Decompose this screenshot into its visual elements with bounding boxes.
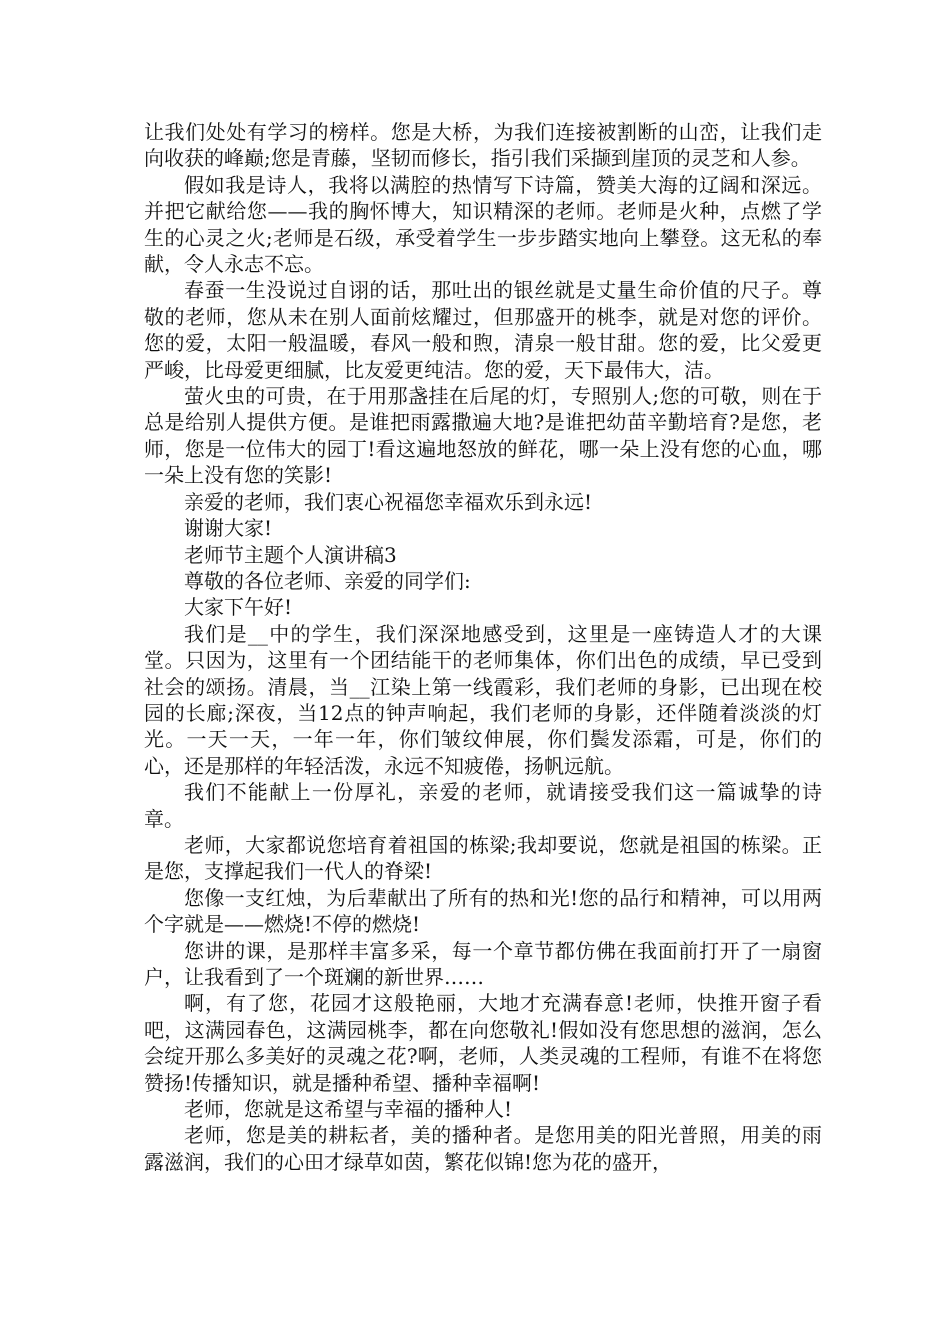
document-page <box>144 119 822 1175</box>
paragraph-2: 假如我是诗人，我将以满腔的热情写下诗篇，赞美大海的辽阔和深远。并把它献给您——我的胸怀博大，知识精深的老师。老师是火种，点燃了学生的心灵之火;老师是石级，承受着学生一步步踏实地向上攀登。这无私的奉献，令人永志不忘。 <box>144 172 822 277</box>
paragraph-15: 啊，有了您，花园才这般艳丽，大地才充满春意!老师，快推开窗子看吧，这满园春色，这满园桃李，都在向您敬礼!假如没有您思想的滋润，怎么会绽开那么多美好的灵魂之花?啊，老师，人类灵魂的工程师，有谁不在将您赞扬!传播知识，就是播种希望、播种幸福啊! <box>144 991 822 1095</box>
paragraph-6: 谢谢大家! <box>184 516 273 541</box>
paragraph-4: 萤火虫的可贵，在于用那盏挂在后尾的灯，专照别人;您的可敬，则在于总是给别人提供方便。是谁把雨露撒遍大地?是谁把幼苗辛勤培育?是您，老师，您是一位伟大的园丁!看这遍地怒放的鲜花，哪一朵上没有您的心血，哪一朵上没有您的笑影! <box>144 384 822 488</box>
section-title: 老师节主题个人演讲稿3 <box>184 542 397 567</box>
greeting: 大家下午好! <box>184 595 293 620</box>
paragraph-13: 您像一支红烛，为后辈献出了所有的热和光!您的品行和精神，可以用两个字就是——燃烧!不停的燃烧! <box>144 885 822 937</box>
paragraph-12: 老师，大家都说您培育着祖国的栋梁;我却要说，您就是祖国的栋梁。正是您，支撑起我们一代人的脊梁! <box>144 832 822 884</box>
paragraph-3: 春蚕一生没说过自诩的话，那吐出的银丝就是丈量生命价值的尺子。尊敬的老师，您从未在别人面前炫耀过，但那盛开的桃李，就是对您的评价。您的爱，太阳一般温暖，春风一般和煦，清泉一般甘甜。您的爱，比父爱更严峻，比母爱更细腻，比友爱更纯洁。您的爱，天下最伟大，洁。 <box>144 278 822 382</box>
salutation: 尊敬的各位老师、亲爱的同学们: <box>184 568 471 593</box>
paragraph-1: 让我们处处有学习的榜样。您是大桥，为我们连接被割断的山峦，让我们走向收获的峰巅;您是青藤，坚韧而修长，指引我们采撷到崖顶的灵芝和人参。 <box>144 120 822 171</box>
paragraph-10: 我们是__中的学生，我们深深地感受到，这里是一座铸造人才的大课堂。只因为，这里有一个团结能干的老师集体，你们出色的成绩，早已受到社会的颂扬。清晨，当__江染上第一线霞彩，我们老师的身影，已出现在校园的长廊;深夜，当12点的钟声响起，我们老师的身影，还伴随着淡淡的灯光。一天一天，一年一年，你们皱纹伸展，你们鬓发添霜，可是，你们的心，还是那样的年轻活泼，永远不知疲倦，扬帆远航。 <box>144 621 822 778</box>
paragraph-16: 老师，您就是这希望与幸福的播种人! <box>184 1097 513 1122</box>
paragraph-11: 我们不能献上一份厚礼，亲爱的老师，就请接受我们这一篇诚挚的诗章。 <box>144 780 822 831</box>
paragraph-14: 您讲的课，是那样丰富多采，每一个章节都仿佛在我面前打开了一扇窗户，让我看到了一个斑斓的新世界…… <box>144 938 822 989</box>
paragraph-17: 老师，您是美的耕耘者，美的播种者。是您用美的阳光普照，用美的雨露滋润，我们的心田才绿草如茵，繁花似锦!您为花的盛开， <box>144 1123 822 1174</box>
paragraph-5: 亲爱的老师，我们衷心祝福您幸福欢乐到永远! <box>184 489 593 514</box>
